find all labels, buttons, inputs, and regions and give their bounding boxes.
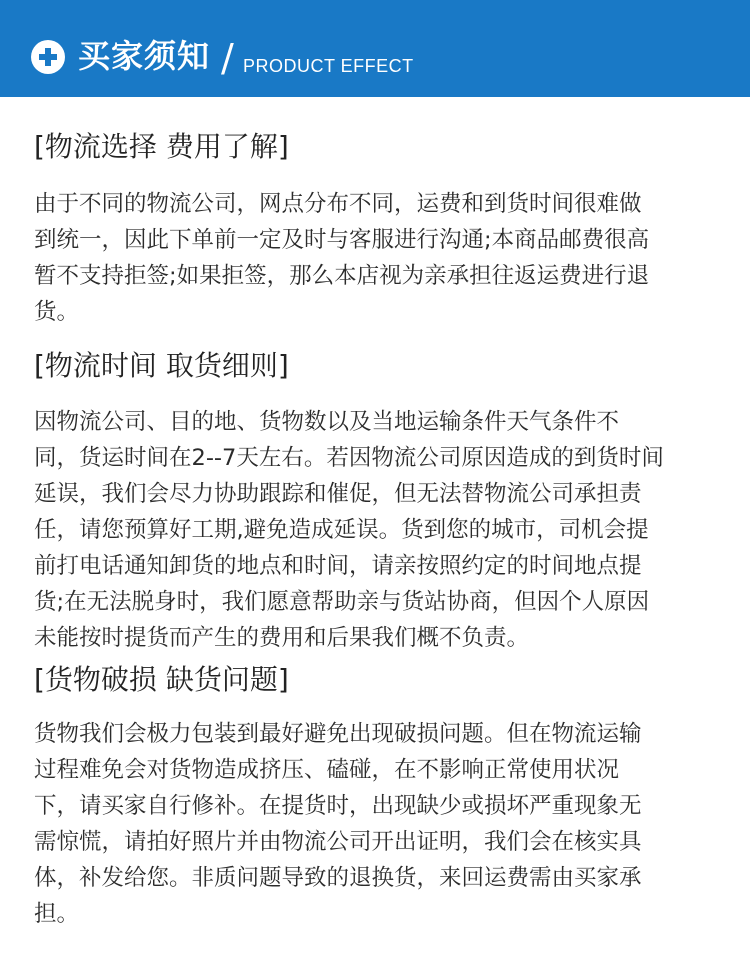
text-line: 担。 — [34, 901, 80, 927]
section-title-logistics-time: [物流时间 取货细则] — [34, 349, 289, 382]
text-line: 需惊慌，请拍好照片并由物流公司开出证明，我们会在核实具 — [34, 829, 642, 855]
header-title: 买家须知 — [78, 37, 211, 75]
section-body-logistics-choice — [34, 186, 724, 330]
text-line: 延误，我们会尽力协助跟踪和催促，但无法替物流公司承担责 — [34, 481, 642, 507]
header-subtitle: PRODUCT EFFECT — [243, 56, 414, 76]
text-line: 未能按时提货而产生的费用和后果我们概不负责。 — [34, 625, 530, 651]
text-line: 由于不同的物流公司，网点分布不同，运费和到货时间很难做 — [34, 191, 642, 217]
plus-circle-icon — [31, 40, 65, 74]
section-body-damage-shortage — [34, 716, 724, 932]
section-title-damage-shortage: [货物破损 缺货问题] — [34, 663, 289, 696]
text-line: 货;在无法脱身时，我们愿意帮助亲与货站协商，但因个人原因 — [34, 589, 650, 615]
text-line: 体，补发给您。非质问题导致的退换货，来回运费需由买家承 — [34, 865, 642, 891]
text-line: 到统一，因此下单前一定及时与客服进行沟通;本商品邮费很高 — [34, 227, 650, 253]
text-line: 暂不支持拒签;如果拒签，那么本店视为亲承担往返运费进行退 — [34, 263, 650, 289]
header-banner — [0, 0, 750, 97]
text-line: 过程难免会对货物造成挤压、磕碰，在不影响正常使用状况 — [34, 757, 620, 783]
text-line: 同，货运时间在2--7天左右。若因物流公司原因造成的到货时间 — [34, 445, 664, 471]
text-line: 下，请买家自行修补。在提货时，出现缺少或损坏严重现象无 — [34, 793, 642, 819]
text-line: 因物流公司、目的地、货物数以及当地运输条件天气条件不 — [34, 409, 620, 435]
section-body-logistics-time — [34, 404, 724, 656]
header-slash: / — [221, 36, 234, 80]
text-line: 前打电话通知卸货的地点和时间，请亲按照约定的时间地点提 — [34, 553, 642, 579]
text-line: 货。 — [34, 299, 80, 325]
section-title-logistics-choice: [物流选择 费用了解] — [34, 130, 289, 163]
text-line: 任，请您预算好工期,避免造成延误。货到您的城市，司机会提 — [34, 517, 649, 543]
text-line: 货物我们会极力包装到最好避免出现破损问题。但在物流运输 — [34, 721, 642, 747]
